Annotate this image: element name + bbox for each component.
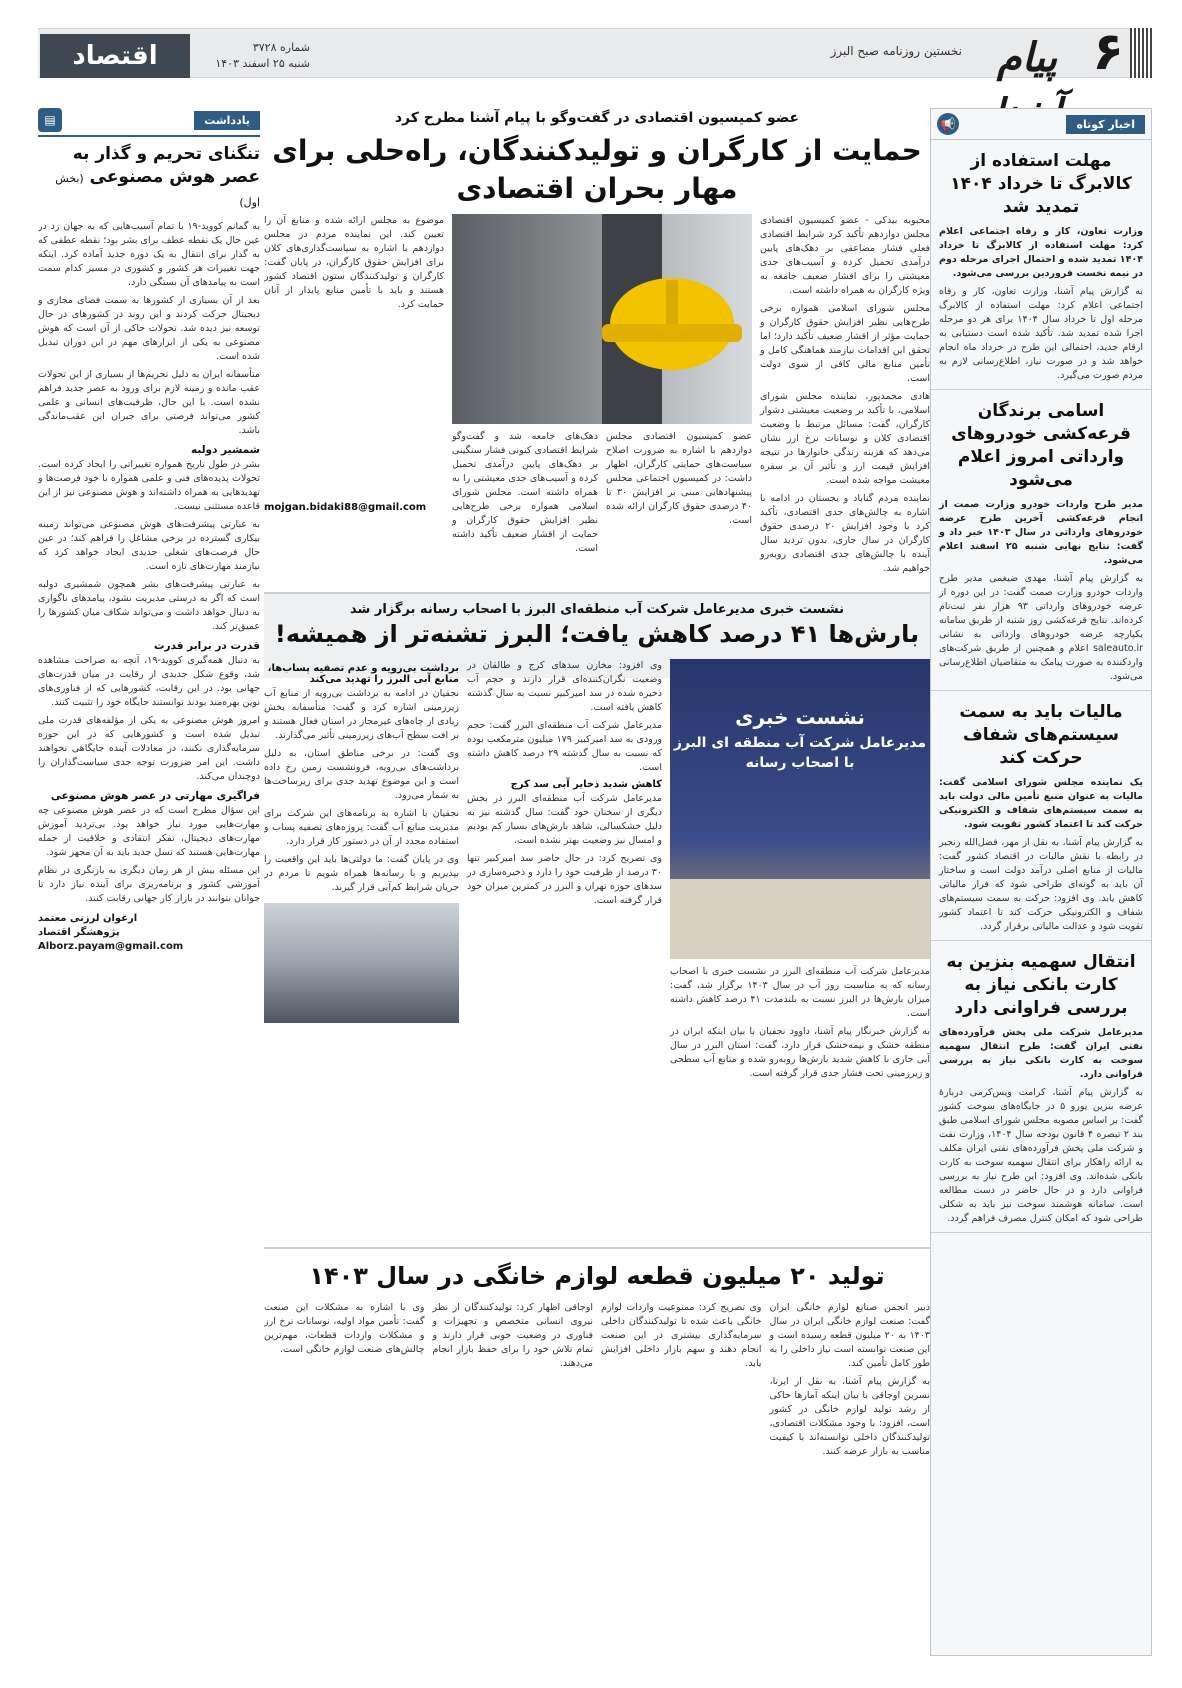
opinion-subheading: شمشیر دولبه: [190, 444, 260, 456]
lead-paragraph: نماینده مردم گناباد و بجستان در ادامه با اشاره به چالش‌های جدی اقتصادی، تأکید کرد با وجود افزایش ۲۰ درصدی حقوق کارگران در سال جاری، بدون تردید سال آینده با چالش‌های جدی اقتصادی روبه‌رو خواهیم شد.: [760, 493, 930, 574]
opinion-subheading: قدرت در برابر قدرت: [153, 640, 260, 652]
tagline: نخستین روزنامه صبح البرز: [830, 44, 962, 58]
opinion-paragraph: این مسئله بیش از هر زمان دیگری به بازنگری در نظام آموزشی کشور و برنامه‌ریزی برای آینده نیاز دارد تا جوانان بتوانند در بازار کار جهانی رقابت کنند.: [38, 865, 260, 904]
opinion-subheading: فراگیری مهارتی در عصر هوش مصنوعی: [50, 790, 260, 802]
meeting-room-photo: [264, 903, 459, 1023]
opinion-paragraph: به عبارتی پیشرفت‌های هوش مصنوعی می‌تواند زمینه بیکاری گسترده در برخی مشاغل را فراهم کند؛ در عین حال فرصت‌های شغلی جدیدی ایجاد خواهد کرد که نیازمند مهارت‌های تازه است.: [38, 519, 260, 572]
lead-text-right: [760, 214, 930, 584]
main-stories: [264, 108, 930, 1656]
lead-paragraph: عضو کمیسیون اقتصادی مجلس دوازدهم با اشاره به ضرورت اصلاح سیاست‌های حمایتی کارگران، اظهار داشت: در کمیسیون اجتماعی مجلس پیشنهادهایی مبنی بر افزایش ۳۰ تا ۴۰ درصدی حقوق کارگران ارائه شده است.: [606, 431, 752, 526]
water-left: [264, 659, 459, 1239]
appliance-col: [433, 1301, 594, 1463]
opinion-title: [38, 143, 260, 214]
banner-line: مدیرعامل شرکت آب منطقه ای البرز: [673, 735, 927, 751]
news-item: [931, 390, 1151, 691]
news-item: [931, 941, 1151, 1233]
appliance-col: [264, 1301, 425, 1463]
opinion-author: [38, 912, 260, 954]
water-right: [670, 659, 930, 1239]
appliance-col: [770, 1301, 931, 1463]
short-news-column: [930, 108, 1152, 1656]
water-subheading: برداشت بی‌رویه و عدم تصفیه پساب‌ها، منابع آبی البرز را تهدید می‌کند: [267, 663, 459, 685]
opinion-title-text: تنگنای تحریم و گذار به عصر هوش مصنوعی: [72, 144, 260, 187]
author-email[interactable]: Alborz.payam@gmail.com: [38, 941, 184, 952]
opinion-paragraph: بعد از آن بسیاری از کشورها به سمت فضای مجازی و دیجیتال حرکت کردند و این روند در کشورهای در حال توسعه نیز دیده شد. تحولات حاکی از آن است که هوش مصنوعی به یکی از ابزارهای مهم در این دوران تبدیل شده است.: [38, 295, 260, 362]
water-paragraph: مدیرعامل شرکت آب منطقه‌ای البرز در نشست خبری با اصحاب رسانه که به مناسبت روز آب در سال ۱۴۰۳ برگزار شد، گفت: میزان بارش‌ها در البرز نسبت به بلندمدت ۴۱ درصد کاهش داشته است.: [670, 966, 930, 1019]
water-paragraph: نجفیان در ادامه به برداشت بی‌رویه از منابع آب زیرزمینی اشاره کرد و گفت: متأسفانه بخش زیادی از چاه‌های غیرمجاز در استان فعال هستند و بر افت سطح آب‌های زیرزمینی تأثیر می‌گذارند.: [264, 688, 459, 741]
water-headline: بارش‌ها ۴۱ درصد کاهش یافت؛ البرز تشنه‌تر از همیشه!: [274, 620, 920, 648]
water-paragraph: مدیرعامل شرکت آب منطقه‌ای البرز در بخش دیگری از سخنان خود گفت: سال گذشته نیز به دلیل خشکسالی، شاهد بارش‌های بسیار کم بودیم و امسال نیز وضعیت بهتر نشده است.: [467, 793, 662, 846]
water-paragraph: وی تصریح کرد: در حال حاضر سد امیرکبیر تنها ۳۰ درصد از ظرفیت خود را دارد و ذخیره‌سازی در سدهای حوزه تهران و البرز در کمترین میزان خود قرار گرفته است.: [467, 853, 662, 906]
appliance-headline: تولید ۲۰ میلیون قطعه لوازم خانگی در سال ۱۴۰۳: [309, 1262, 885, 1290]
short-news-tag: اخبار کوتاه: [1066, 115, 1145, 134]
appliance-col: [601, 1301, 762, 1463]
news-body: به گزارش پیام آشنا، به نقل از مهر، فضل‌الله رنجبر در رابطه با نقش مالیات در اقتصاد کشور گفت: مالیات از منابع اصلی درآمد دولت است و ساختار آن باید به گونه‌ای طراحی شود که فرار مالیاتی کاهش یابد. وی افزود: حرکت به سمت سیستم‌های شفاف و الکترونیکی حرکت کند تا اعتماد کشور تقویت شود و عدالت مالیاتی برقرار گردد.: [939, 837, 1143, 932]
lead-paragraph: محبوبه بیدکی - عضو کمیسیون اقتصادی مجلس دوازدهم تأکید کرد شرایط اقتصادی فعلی فشار مضاعفی بر دهک‌های پایین درآمدی تحمیل کرده و آسیب‌های جدی معیشتی را برای اقشار ضعیف جامعه به ویژه کارگران به همراه داشته است.: [760, 215, 930, 296]
opinion-header: [38, 108, 260, 137]
appliance-paragraph: وی با اشاره به مشکلات این صنعت گفت: تأمین مواد اولیه، نوسانات نرخ ارز و مشکلات واردات قطعات، مهم‌ترین چالش‌های صنعت لوازم خانگی است.: [264, 1302, 425, 1355]
opinion-title-part: (بخش اول): [55, 172, 260, 209]
appliance-paragraph: اوجاقی اظهار کرد: تولیدکنندگان از نظر نیروی انسانی متخصص و تجهیزات و فناوری در وضعیت خوبی قرار دارند و تمام تلاش خود را برای حفظ بازار انجام می‌دهند.: [432, 1302, 593, 1369]
opinion-paragraph: به گمانم کووید-۱۹ با تمام آسیب‌هایی که به جهان زد در عین حال یک نقطه عطف برای بشر بود؛ نقطه عطفی که به گذار برای انتقال به یک دوره جدید آماده کرد. اینکه جهت تغییرات هر کشور و کشوری در مسیر کدام سمت است به پیامدهای آن بستگی دارد.: [38, 221, 260, 288]
author-name: ارغوان لرزنی معتمد: [38, 913, 138, 924]
news-title: مالیات باید به سمت سیستم‌های شفاف حرکت کند: [959, 702, 1123, 768]
calendar-icon: ▤: [38, 108, 62, 132]
opinion-paragraph: بشر در طول تاریخ همواره تغییراتی را ایجاد کرده است. تحولات پدیده‌های فنی و علمی همواره با خود فرصت‌ها و تهدیدهایی به همراه داشته‌اند و هوش مصنوعی نیز از این قاعده مستثنی نیست.: [38, 459, 260, 512]
water-paragraph: وی گفت: در برخی مناطق استان، به دلیل برداشت‌های بی‌رویه، فرونشست زمین رخ داده است و این موضوع تهدید جدی برای زیرساخت‌ها به شمار می‌رود.: [264, 748, 459, 801]
lead-middle: [452, 214, 752, 584]
lead-subcolumns: [452, 430, 752, 560]
opinion-paragraph: امروز هوش مصنوعی به یکی از مؤلفه‌های قدرت ملی تبدیل شده است و کشورهایی که در این حوزه سرمایه‌گذاری نکنند، در معادلات آینده جایگاهی نخواهند داشت. این امر ضرورت توجه جدی سیاست‌گذاران را دوچندان می‌کند.: [38, 715, 260, 782]
hardhat-photo: [452, 214, 752, 424]
lead-paragraph: مجلس شورای اسلامی همواره برخی طرح‌هایی نظیر افزایش حقوق کارگران و حمایت مؤثر از اقشار ضعیف تأکید دارد؛ اما تحقق این اقدامات نیازمند هماهنگی کامل و تأمین منابع مالی کافی از سوی دولت است.: [760, 303, 930, 384]
water-story: [264, 592, 930, 1239]
news-item: [931, 691, 1151, 941]
conference-table: [670, 879, 930, 959]
news-title: انتقال سهمیه بنزین به کارت بانکی نیاز به بررسی فراوانی دارد: [946, 952, 1136, 1018]
water-paragraph: مدیرعامل شرکت آب منطقه‌ای البرز گفت: حجم ورودی به سد امیرکبیر ۱۷۹ میلیون مترمکعب بوده که نسبت به سال گذشته ۲۹ درصد کاهش داشته است.: [467, 720, 663, 773]
masthead: [0, 0, 1182, 96]
lead-paragraph: دهک‌های جامعه شد و گفت‌وگو شرایط اقتصادی کنونی فشار سنگینی بر دهک‌های پایین درآمدی تحمیل کرده و آسیب‌های جدی معیشتی را به همراه داشته است. مجلس شورای اسلامی همواره برخی طرح‌هایی نظیر افزایش حقوق کارگران و حمایت از اقشار ضعیف تأکید داشته است.: [452, 431, 598, 554]
lead-headline: حمایت از کارگران و تولیدکنندگان، راه‌حلی برای مهار بحران اقتصادی: [272, 134, 922, 205]
news-body: به گزارش پیام آشنا، وزارت تعاون، کار و رفاه اجتماعی اعلام کرد: مهلت استفاده از کالابرگ مرحله اول تا خرداد سال ۱۴۰۴ برای هر دو مرحله اجرا شده تمدید شد. تأکید شده است دستیابی به ارقام جدید، احتمالی این طرح در خرداد ماه انجام خواهد شد و در صورت نیاز، اطلاع‌رسانی لازم به مردم صورت می‌گیرد.: [939, 286, 1143, 381]
news-title: مهلت استفاده از کالابرگ تا خرداد ۱۴۰۴ تمدید شد: [950, 151, 1132, 217]
news-lead: مدیرعامل شرکت ملی پخش فرآورده‌های نفتی ایران گفت: طرح انتقال سهمیه سوخت به کارت بانکی نیاز به بررسی فراوانی دارد.: [939, 1027, 1143, 1080]
lead-email[interactable]: mojgan.bidaki88@gmail.com: [264, 502, 427, 513]
lead-kicker: عضو کمیسیون اقتصادی در گفت‌وگو با پیام آشنا مطرح کرد: [394, 110, 800, 126]
news-body: به گزارش پیام آشنا، مهدی ضیغمی مدیر طرح واردات خودرو وزارت صمت گفت: در این دوره از عرضه خودروهای وارداتی ۹۳ هزار نفر ثبت‌نام کرده‌اند. نتایج قرعه‌کشی روز شنبه از طریق سامانه یکپارچه عرضه خودروهای وارداتی به نشانی saleauto.ir اعلام و همچنین از طریق شرکت‌های واردکننده به صورت پیامک به متقاضیان اطلاع‌رسانی می‌شود.: [939, 573, 1143, 682]
news-lead: یک نماینده مجلس شورای اسلامی گفت: مالیات به عنوان منبع تأمین مالی دولت باید به سمت سیستم‌های شفاف و الکترونیکی حرکت کند تا اعتماد کشور تقویت شود.: [939, 777, 1143, 830]
press-conference-photo: [670, 659, 930, 959]
water-paragraph: به گزارش خبرنگار پیام آشنا، داوود نجفیان با بیان اینکه ایران در منطقه خشک و نیمه‌خشک قرار دارد، گفت: استان البرز در سال آبی جاری با کاهش شدید بارش‌ها روبه‌رو شده و منابع آب سطحی و زیرزمینی تحت فشار جدی قرار گرفته است.: [670, 1026, 930, 1079]
news-lead: مدیر طرح واردات خودرو وزارت صمت از انجام قرعه‌کشی آخرین طرح عرضه خودروهای وارداتی در سال ۱۴۰۳ خبر داد و گفت: نتایج نهایی شنبه ۲۵ اسفند اعلام می‌شود.: [939, 499, 1143, 566]
appliance-article: [264, 1301, 930, 1463]
water-paragraph: وی در پایان گفت: ما دولتی‌ها باید این واقعیت را بپذیریم و با رسانه‌ها همراه شویم تا مردم در جریان شرایط کم‌آبی قرار گیرند.: [264, 854, 459, 893]
water-paragraph: نجفیان با اشاره به برنامه‌های این شرکت برای مدیریت منابع آب گفت: پروژه‌های تصفیه پساب و استفاده مجدد از آن در دستور کار قرار دارد.: [264, 808, 459, 847]
opinion-paragraph: متأسفانه ایران به دلیل تحریم‌ها از بسیاری از این تحولات عقب مانده و زمینه لازم برای ورود به عصر جدید فراهم نشده است. با این حال، ظرفیت‌های انسانی و علمی کشور می‌تواند فرصتی برای جبران این عقب‌ماندگی باشد.: [38, 369, 260, 436]
news-title: اسامی برندگان قرعه‌کشی خودروهای وارداتی امروز اعلام می‌شود: [951, 401, 1131, 490]
lead-article: [264, 214, 930, 584]
water-paragraph: وی افزود: مخازن سدهای کرج و طالقان در وضعیت نگران‌کننده‌ای قرار دارند و حجم آب ذخیره شده در سد امیرکبیر نسبت به سال گذشته کاهش یافته است.: [467, 660, 662, 713]
opinion-tag: یادداشت: [194, 111, 260, 130]
lead-paragraph: موضوع به مجلس ارائه شده و منابع آن را تعیین کند. این نماینده مردم در مجلس دوازدهم با اشاره به سیاست‌گذاری‌های کلان برای افزایش حقوق کارگران، در پایان گفت: کارگران و تولیدکنندگان ستون اقتصاد کشور هستند و باید با تأمین منابع پایدار از آنان حمایت کرد.: [264, 215, 444, 310]
appliance-story: [264, 1247, 930, 1463]
hardhat-icon: [452, 214, 752, 424]
water-middle: [467, 659, 662, 1239]
news-body: به گزارش پیام آشنا، کرامت ویس‌کرمی دربارهٔ عرضه بنزین یورو ۵ در جایگاه‌های سوخت کشور گفت: بر اساس مصوبه مجلس شورای اسلامی طبق بند ۲ تبصره ۴ قانون بودجه سال ۱۴۰۴، وزارت نفت و شرکت ملی پخش فرآورده‌های نفتی ایران مکلف به ارائه راهکار برای انتقال سهمیه سوخت به کارت بانکی شده‌اند. وی افزود: این طرح نیاز به بررسی فراوانی دارد و در حال حاضر در دست مطالعه است. سامانه هوشمند سوخت نیز باید به شکلی طراحی شود که امکان کنترل مصرف فراهم گردد.: [939, 1087, 1143, 1224]
issue-number: شماره ۳۷۲۸: [252, 41, 310, 54]
newspaper-logo: پیام: [996, 34, 1058, 81]
issue-info: [210, 40, 310, 72]
news-item: [931, 140, 1151, 390]
megaphone-icon: 📢: [937, 113, 959, 135]
news-lead: وزارت تعاون، کار و رفاه اجتماعی اعلام کرد: مهلت استفاده از کالابرگ تا خرداد ۱۴۰۴ تمدید شده و احتمال اجرای مرحله دوم در نیمه نخست فروردین بررسی می‌شود.: [939, 226, 1143, 279]
masthead-bar: [38, 28, 1132, 78]
lead-paragraph: هادی محمدپور، نماینده مجلس شورای اسلامی، با تأکید بر وضعیت معیشتی دشوار کارگران، گفت: مسائل مرتبط با وضعیت اقتصادی کلان و نوسانات نرخ ارز نشان می‌دهد که هزینه زندگی خانوارها در نتیجه افزایش قیمت ارز و تأثیر آن بر سفره معیشت مواجه شده است.: [760, 391, 930, 486]
banner-line: نشست خبری: [735, 705, 865, 729]
water-subheading: کاهش شدید ذخایر آبی سد کرج: [510, 779, 662, 790]
water-kicker: نشست خبری مدیرعامل شرکت آب منطقه‌ای البرز با اصحاب رسانه برگزار شد: [350, 602, 844, 617]
author-role: پژوهشگر اقتصاد: [38, 927, 120, 938]
opinion-paragraph: این سؤال مطرح است که در عصر هوش مصنوعی چه مهارت‌هایی مورد نیاز خواهد بود. بی‌تردید آموزش مهارت‌های دیجیتال، تفکر انتقادی و خلاقیت از جمله مهارت‌هایی هستند که نسل جدید باید به آن مجهز شود.: [38, 805, 260, 858]
short-news-header: [931, 109, 1151, 140]
section-label: اقتصاد: [40, 34, 190, 78]
appliance-paragraph: وی تصریح کرد: ممنوعیت واردات لوازم خانگی باعث شده تا تولیدکنندگان داخلی سرمایه‌گذاری بیشتری در این صنعت انجام دهند و سهم بازار داخلی افزایش یابد.: [601, 1302, 762, 1369]
issue-date: شنبه ۲۵ اسفند ۱۴۰۳: [215, 57, 310, 70]
appliance-paragraph: دبیر انجمن صنایع لوازم خانگی ایران گفت: صنعت لوازم خانگی ایران در سال ۱۴۰۳ به ۲۰ میلیون قطعه رسیده است و این صنعت توانسته است نیاز داخلی را به طور کامل تأمین کند.: [769, 1302, 930, 1369]
opinion-column: [38, 108, 260, 1656]
decorative-stripes: [1130, 28, 1152, 78]
water-article: [264, 659, 930, 1239]
banner-line: با اصحاب رسانه: [745, 755, 855, 771]
opinion-paragraph: به عبارتی پیشرفت‌های بشر همچون شمشیری دولبه است که اگر به درستی مدیریت نشود، پیامدهای ناگواری به دنبال خواهد داشت و می‌تواند شکاف میان کشورها را عمیق‌تر کند.: [38, 579, 260, 632]
page-number: ۶: [1092, 22, 1124, 82]
appliance-paragraph: به گزارش پیام آشنا، به نقل از ایرنا، نسرین اوجاقی با بیان اینکه آمارها حاکی از رشد تولید لوازم خانگی در کشور است، افزود: با وجود مشکلات اقتصادی، تولیدکنندگان داخلی توانسته‌اند با کیفیت مناسب به بازار عرضه کنند.: [769, 1376, 930, 1457]
lead-text-left: [264, 214, 444, 584]
opinion-paragraph: به دنبال همه‌گیری کووید-۱۹، آنچه به صراحت مشاهده شد، وقوع شکل جدیدی از رقابت در میان قدرت‌های جهانی بود. در این رقابت، کشورهایی که از فناوری‌های نوین بهره‌مند بودند توانستند جایگاه خود را تثبیت کنند.: [38, 655, 260, 708]
